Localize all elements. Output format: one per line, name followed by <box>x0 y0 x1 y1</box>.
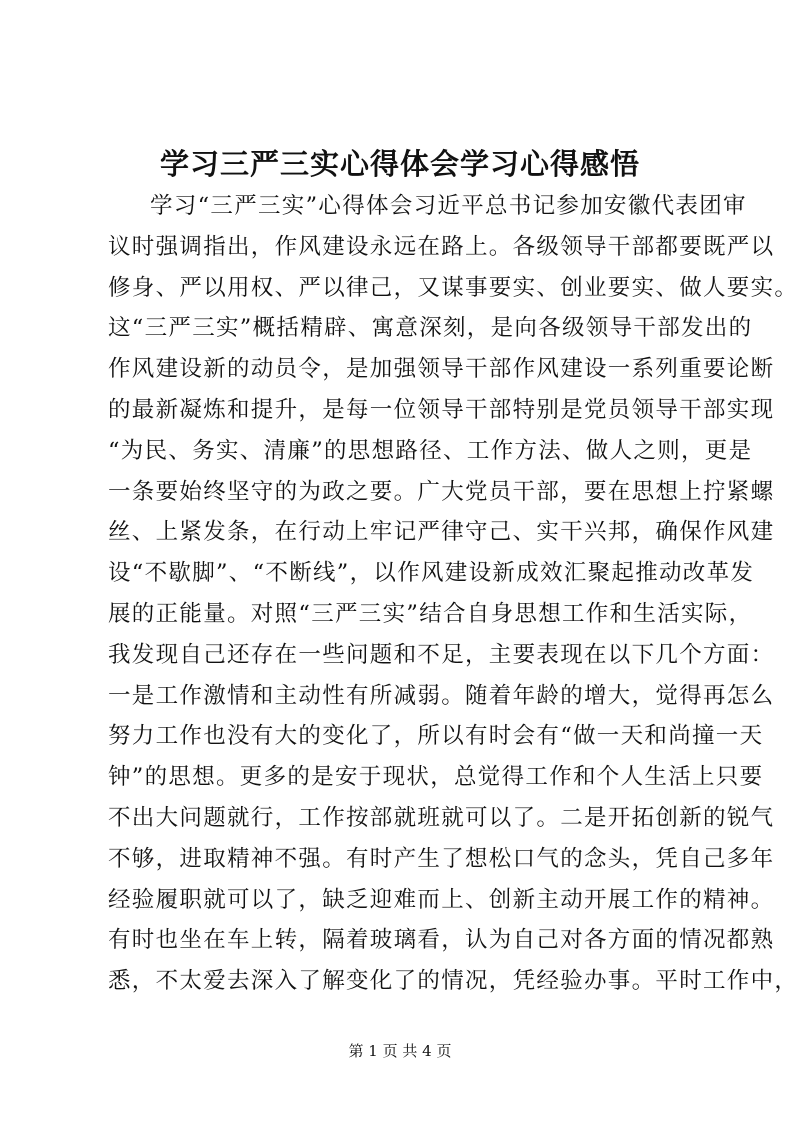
body-line: 这“三严三实”概括精辟、寓意深刻，是向各级领导干部发出的 <box>108 315 753 342</box>
body-line: 有时也坐在车上转，隔着玻璃看，认为自己对各方面的情况都熟 <box>108 927 775 954</box>
body-line: 展的正能量。对照“三严三实”结合自身思想工作和生活实际， <box>108 600 753 627</box>
body-line: 不够，进取精神不强。有时产生了想松口气的念头，凭自己多年 <box>108 845 775 872</box>
body-line: 学习“三严三实”心得体会习近平总书记参加安徽代表团审 <box>150 193 747 219</box>
body-line: 作风建设新的动员令，是加强领导干部作风建设一系列重要论断 <box>108 356 775 383</box>
body-line: 不出大问题就行，工作按部就班就可以了。二是开拓创新的锐气 <box>108 804 775 831</box>
body-line: 努力工作也没有大的变化了，所以有时会有“做一天和尚撞一天 <box>108 723 764 750</box>
body-line: 经验履职就可以了，缺乏迎难而上、创新主动开展工作的精神。 <box>108 886 775 913</box>
body-line: 我发现自己还存在一些问题和不足，主要表现在以下几个方面： <box>108 641 775 668</box>
page-footer: 第 1 页 共 4 页 <box>348 1042 452 1060</box>
body-line: 一是工作激情和主动性有所减弱。随着年龄的增大，觉得再怎么 <box>108 682 775 709</box>
body-line: 的最新凝炼和提升，是每一位领导干部特别是党员领导干部实现 <box>108 396 775 423</box>
body-line: 丝、上紧发条，在行动上牢记严律守己、实干兴邦，确保作风建 <box>108 519 775 546</box>
body-line: 钟”的思想。更多的是安于现状，总觉得工作和个人生活上只要 <box>108 764 764 791</box>
body-line: 一条要始终坚守的为政之要。广大党员干部，要在思想上拧紧螺 <box>108 478 775 505</box>
body-line: 修身、严以用权、严以律己，又谋事要实、创业要实、做人要实。 <box>108 274 799 301</box>
document-body <box>108 186 799 1002</box>
body-line: “为民、务实、清廉”的思想路径、工作方法、做人之则，更是 <box>108 437 753 464</box>
document-title: 学习三严三实心得体会学习心得感悟 <box>159 147 640 181</box>
body-line: 悉，不太爱去深入了解变化了的情况，凭经验办事。平时工作中， <box>108 968 799 995</box>
body-line: 设“不歇脚”、“不断线”，以作风建设新成效汇聚起推动改革发 <box>108 560 755 587</box>
body-line: 议时强调指出，作风建设永远在路上。各级领导干部都要既严以 <box>108 233 775 260</box>
